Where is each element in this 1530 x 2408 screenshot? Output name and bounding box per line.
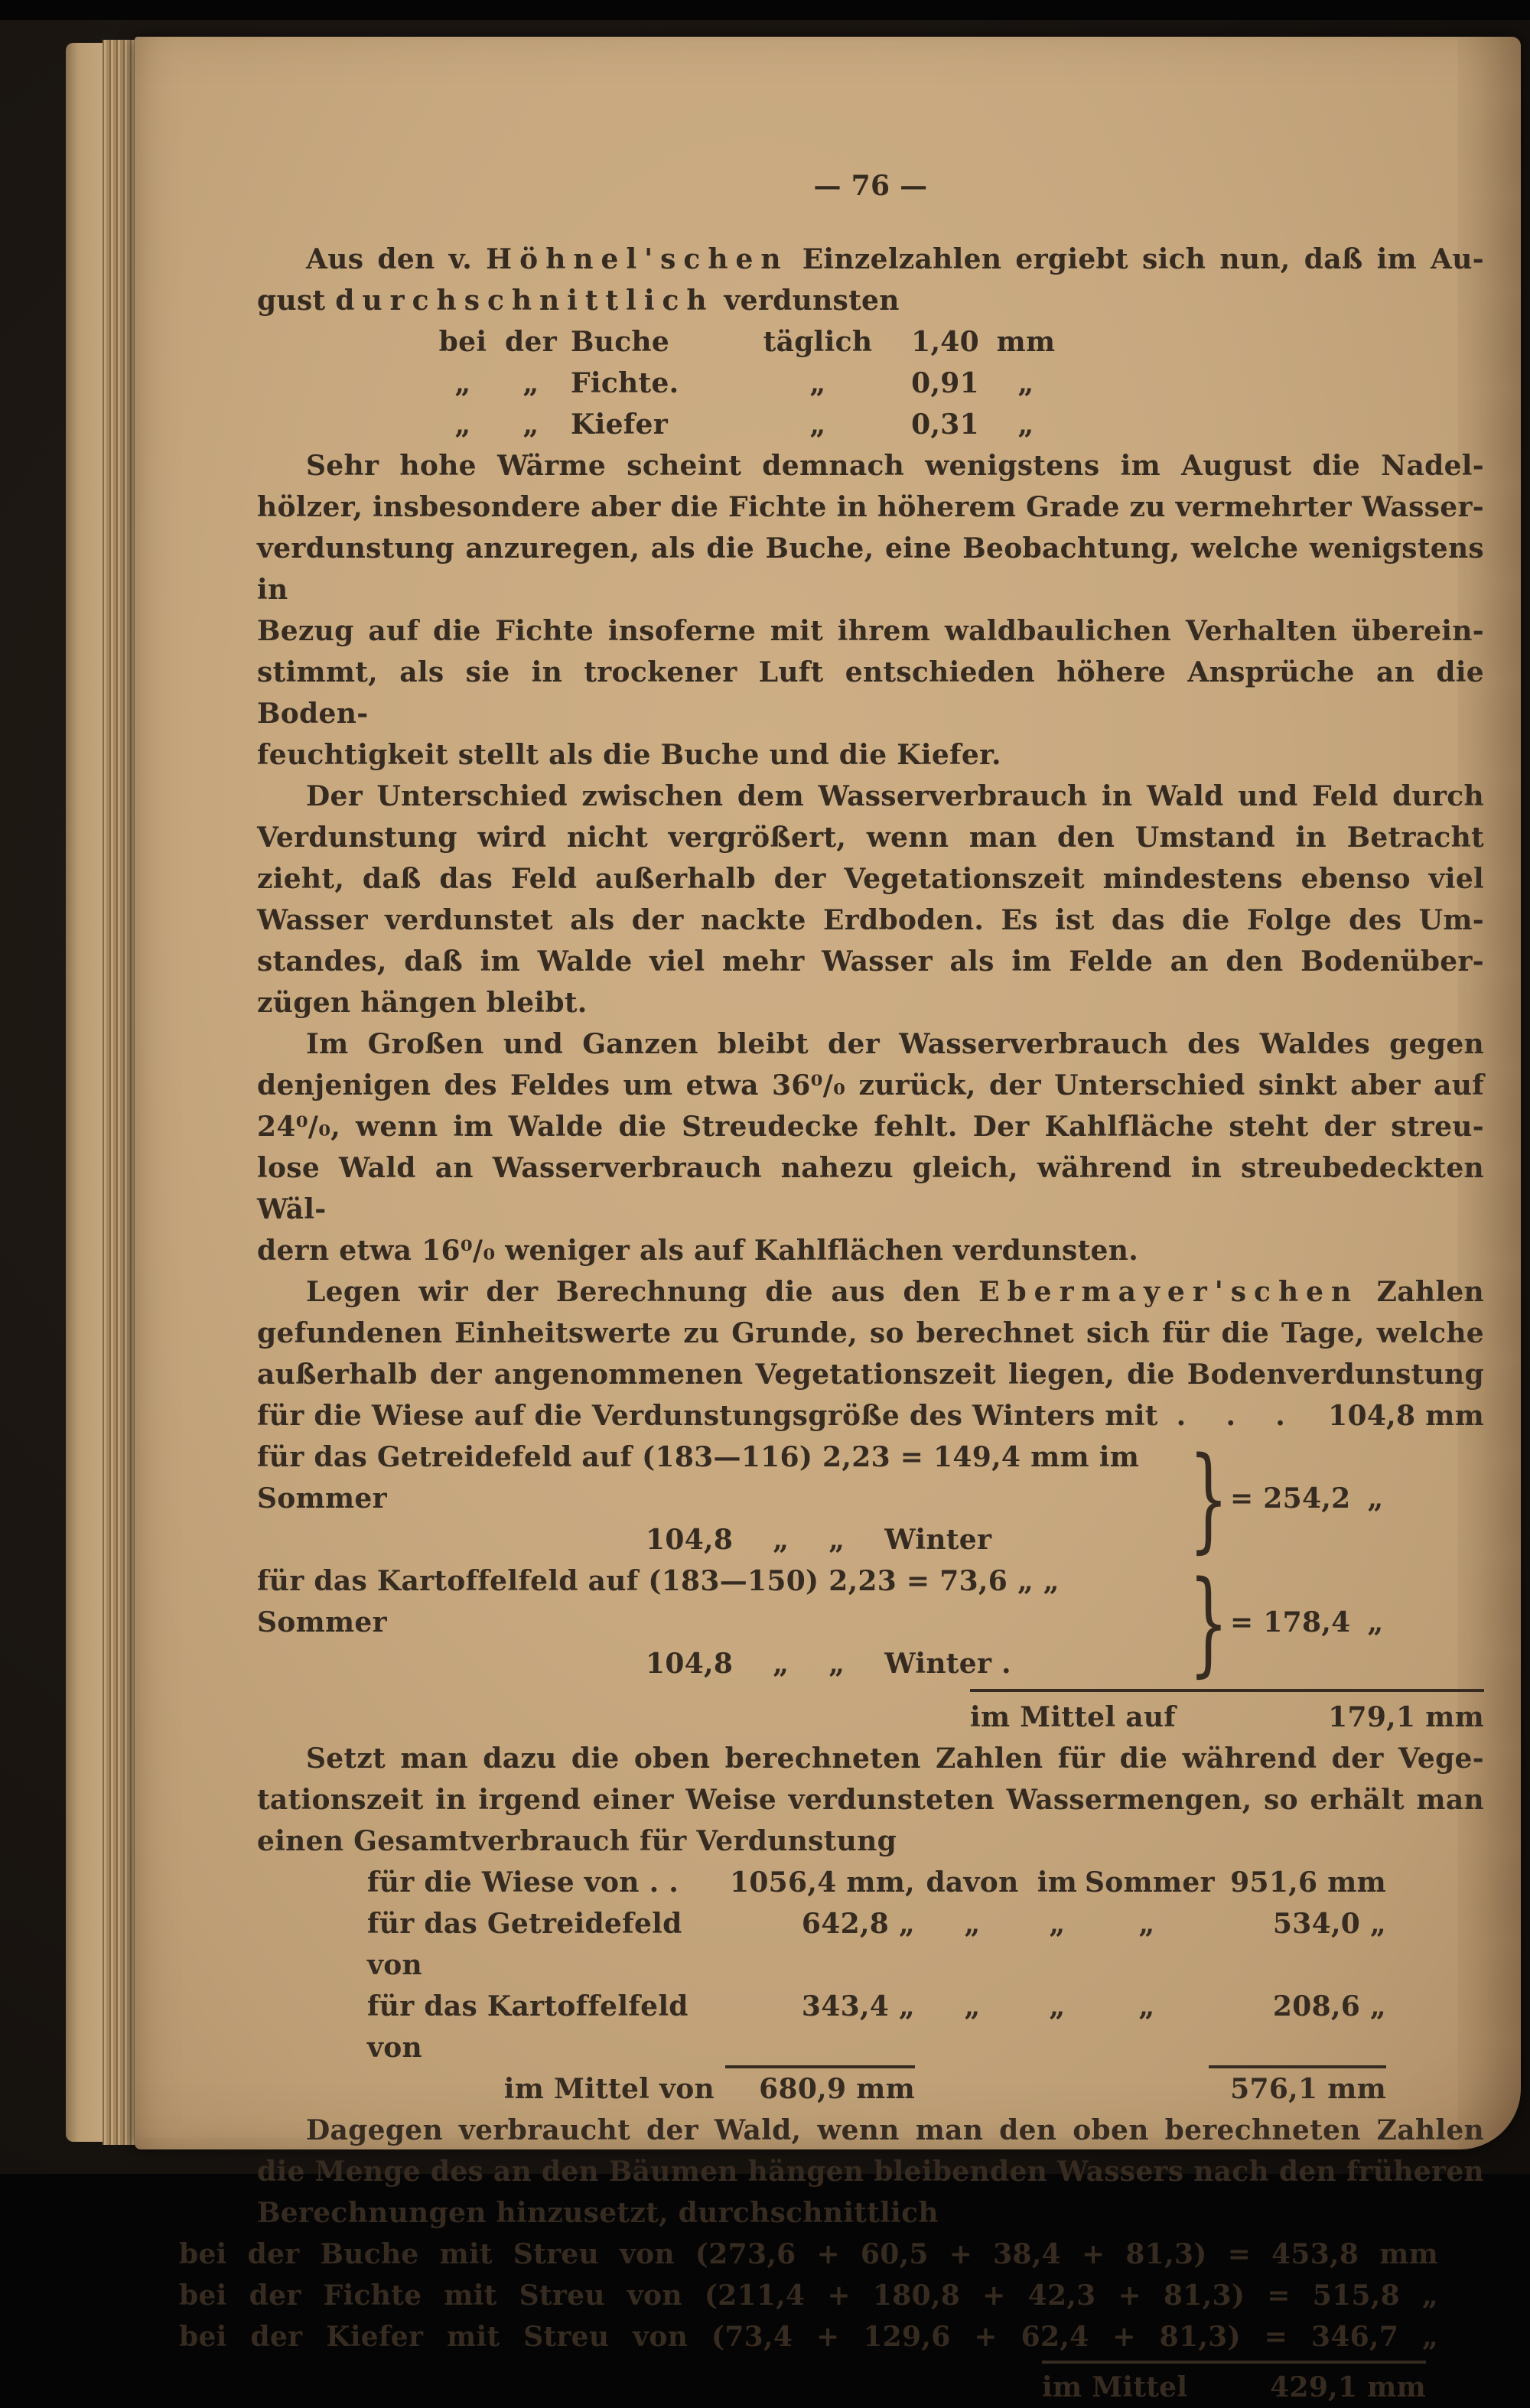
- paragraph-line: [257, 1271, 1484, 1313]
- total-label: im Mittel von: [503, 2073, 715, 2105]
- table-cell: „: [1017, 408, 1034, 441]
- ditto-mark: „: [964, 1990, 981, 2022]
- row-label: für die Wiese von . .: [367, 1866, 679, 1899]
- winter-calc-total: [970, 1689, 1484, 1738]
- paragraph-line: Verdunstung wird nicht vergrößert, wenn man den Umstand in Betracht: [257, 822, 1484, 854]
- brace: }: [1189, 1433, 1229, 1564]
- total-value: 429,1 mm: [1270, 2371, 1426, 2403]
- text-run: Aus den v.: [306, 243, 487, 275]
- calc-result: [1230, 1478, 1384, 1519]
- season-label: Winter .: [884, 1648, 1011, 1680]
- spaced-name-ebermayer: Ebermayer'schen: [978, 1276, 1359, 1308]
- calc-line-winter: [257, 1519, 1189, 1560]
- forest-calc-total: [1042, 2361, 1426, 2408]
- value: 104,8: [646, 1648, 734, 1680]
- paragraph-line: standes, daß im Walde viel mehr Wasser als im Felde an den Bodenüber-: [257, 945, 1484, 978]
- paragraph-line: Dagegen verbraucht der Wald, wenn man den oben berechneten Zahlen: [306, 2114, 1484, 2146]
- ditto-mark: „: [1367, 1606, 1384, 1638]
- paragraph-line: Der Unterschied zwischen dem Wasserverbrauch in Wald und Feld durch: [306, 780, 1484, 812]
- ditto-mark: „: [964, 1908, 981, 1940]
- paragraph-line: tationszeit in irgend einer Weise verdunsteten Wassermengen, so erhält man: [257, 1784, 1484, 1816]
- equation-kiefer: bei der Kiefer mit Streu von (73,4 + 129,6 + 62,4 + 81,3) = 346,7 „: [179, 2321, 1438, 2353]
- calc-row-getreidefeld: [257, 1433, 1484, 1564]
- brace: }: [1189, 1557, 1229, 1688]
- table-cell: „: [454, 367, 471, 399]
- calc-line: für das Kartoffelfeld auf (183—150) 2,23 = 73,6 „ „ Sommer: [257, 1565, 1060, 1638]
- spaced-name-hoehnel: Höhnel'schen: [486, 243, 789, 275]
- daily-evaporation-table: [430, 321, 1484, 445]
- page-edge-stack-striated: [103, 40, 135, 2145]
- paragraph-line: Sehr hohe Wärme scheint demnach wenigstens im August die Nadel-: [306, 450, 1484, 482]
- text-run: gust: [257, 285, 336, 317]
- paragraph-line: Berechnungen hinzusetzt, durchschnittlich: [257, 2197, 939, 2229]
- equation-fichte: bei der Fichte mit Streu von (211,4 + 180,8 + 42,3 + 81,3) = 515,8 „: [179, 2279, 1438, 2312]
- paragraph-line: Wasser verdunstet als der nackte Erdboden. Es ist das die Folge des Um-: [257, 904, 1484, 936]
- paragraph-line: [257, 280, 1484, 321]
- mean-summer-total: 576,1 mm: [1230, 2073, 1386, 2105]
- summer-value: 208,6 „: [1209, 1986, 1386, 2068]
- calc-row-kartoffelfeld: [257, 1557, 1484, 1688]
- table-cell: „: [522, 408, 539, 441]
- paragraph-line: dern etwa 16⁰/₀ weniger als auf Kahlflächen verdunsten.: [257, 1235, 1139, 1267]
- table-cell: „: [809, 367, 826, 399]
- paragraph-4: [257, 1023, 1484, 1271]
- paragraph-line: Im Großen und Ganzen bleibt der Wasserverbrauch des Waldes gegen: [306, 1028, 1484, 1060]
- value: 104,8: [646, 1524, 734, 1556]
- paragraph-line: einen Gesamtverbrauch für Verdunstung: [257, 1825, 897, 1857]
- ditto-mark: „: [773, 1524, 789, 1556]
- wiese-winter-value: 104,8 mm: [1328, 1400, 1484, 1432]
- table-cell: bei: [438, 326, 487, 358]
- ditto-mark: „: [1138, 1908, 1155, 1940]
- text-run: Einzelzahlen ergiebt sich nun, daß im Au-: [788, 243, 1484, 275]
- paragraph-3: [257, 776, 1484, 1023]
- ditto-mark: „: [828, 1524, 845, 1556]
- paragraph-7: [257, 2110, 1484, 2234]
- forest-calculation: [179, 2234, 1438, 2408]
- result-value: = 254,2: [1230, 1482, 1351, 1515]
- ditto-mark: „: [828, 1648, 845, 1680]
- dot-leader: . . .: [1176, 1400, 1286, 1432]
- total-label: im Mittel: [1042, 2371, 1188, 2403]
- spaced-word-durchschnittlich: durchschnittlich: [335, 285, 715, 317]
- calc-line-winter: [257, 1643, 1189, 1684]
- paragraph-line: lose Wald an Wasserverbrauch nahezu gleich, während in streubedeckten Wäl-: [257, 1152, 1484, 1225]
- table-cell: Kiefer: [571, 408, 669, 441]
- paragraph-line: 24⁰/₀, wenn im Walde die Streudecke fehlt. Der Kahlfläche steht der streu-: [257, 1111, 1484, 1143]
- table-cell: „: [454, 408, 471, 441]
- table-cell: täglich: [763, 326, 873, 358]
- text-run: verdunsten: [714, 285, 900, 317]
- table-cell: Fichte.: [571, 367, 679, 399]
- ditto-mark: „: [1049, 1990, 1066, 2022]
- table-cell: „: [1017, 367, 1034, 399]
- paragraph-line: hölzer, insbesondere aber die Fichte in höherem Grade zu vermehrter Wasser-: [257, 491, 1484, 523]
- paragraph-line: verdunstung anzuregen, als die Buche, eine Beobachtung, welche wenigstens in: [257, 532, 1484, 606]
- paragraph-5: [257, 1271, 1484, 1437]
- result-value: = 178,4: [1230, 1606, 1351, 1638]
- row-label: für das Kartoffelfeld von: [367, 1990, 688, 2064]
- paragraph-1: [257, 239, 1484, 321]
- paragraph-line: Bezug auf die Fichte insoferne mit ihrem waldbaulichen Verhalten überein-: [257, 615, 1484, 647]
- wiese-line-text: für die Wiese auf die Verdunstungsgröße des Winters mit: [257, 1400, 1158, 1432]
- ditto-mark: „: [773, 1648, 789, 1680]
- paragraph-2: [257, 445, 1484, 776]
- paragraph-line: stimmt, als sie in trockener Luft entschieden höhere Ansprüche an die Boden-: [257, 656, 1484, 730]
- paragraph-line: gefundenen Einheitswerte zu Grunde, so berechnet sich für die Tage, welche: [257, 1317, 1484, 1349]
- paragraph-line: feuchtigkeit stellt als die Buche und die Kiefer.: [257, 739, 1001, 771]
- total-value: 179,1 mm: [1328, 1701, 1484, 1733]
- table-cell: der: [505, 326, 557, 358]
- season-label: Winter: [884, 1524, 992, 1556]
- text-run: Legen wir der Berechnung die aus den: [306, 1276, 979, 1308]
- calc-line: für das Getreidefeld auf (183—116) 2,23 = 149,4 mm im Sommer: [257, 1441, 1140, 1515]
- paragraph-line: Setzt man dazu die oben berechneten Zahlen für die während der Vege-: [306, 1743, 1484, 1775]
- paragraph-6: [257, 1738, 1484, 1862]
- paragraph-line: denjenigen des Feldes um etwa 36⁰/₀ zurück, der Unterschied sinkt aber auf: [257, 1069, 1484, 1101]
- ditto-mark: „: [1049, 1908, 1066, 1940]
- table-cell: 1,40: [911, 326, 979, 358]
- table-cell: 0,31: [911, 408, 979, 441]
- total-per-year: 1056,4 mm,: [729, 1866, 915, 1899]
- ditto-mark: „: [1138, 1990, 1155, 2022]
- paragraph-line: zügen hängen bleibt.: [257, 987, 588, 1019]
- paragraph-line: zieht, daß das Feld außerhalb der Vegetationszeit mindestens ebenso viel: [257, 863, 1484, 895]
- table-cell: Buche: [571, 326, 670, 358]
- table-cell: „: [522, 367, 539, 399]
- mid-word: davon: [926, 1866, 1019, 1899]
- total-per-year: 343,4 „: [725, 1986, 915, 2068]
- text-run: Zahlen: [1359, 1276, 1485, 1308]
- equation-buche: bei der Buche mit Streu von (273,6 + 60,5 + 38,4 + 81,3) = 453,8 mm: [179, 2238, 1438, 2270]
- paragraph-line: [257, 239, 1484, 280]
- mean-total: 680,9 mm: [759, 2073, 915, 2105]
- table-cell: „: [809, 408, 826, 441]
- page-content: [179, 165, 1485, 2408]
- table-cell: 0,91: [911, 367, 979, 399]
- wiese-winter-line: [257, 1395, 1484, 1437]
- table-cell: mm: [996, 326, 1056, 358]
- total-label: im Mittel auf: [970, 1701, 1177, 1733]
- consumption-table: [367, 1862, 1484, 2110]
- paragraph-line: die Menge des an den Bäumen hängen bleibenden Wassers nach den früheren: [257, 2156, 1484, 2188]
- page-edge-stack: [66, 43, 103, 2142]
- summer-value: 534,0 „: [1272, 1908, 1386, 1940]
- row-label: für das Getreidefeld von: [367, 1908, 682, 1981]
- calc-result: [1230, 1602, 1384, 1643]
- paragraph-line: außerhalb der angenommenen Vegetationszeit liegen, die Bodenverdunstung: [257, 1359, 1484, 1391]
- book-page: [135, 37, 1521, 2403]
- ditto-mark: „: [1367, 1482, 1384, 1515]
- mid-word: im: [1037, 1866, 1078, 1899]
- mid-word: Sommer: [1085, 1866, 1215, 1899]
- page-number: — 76 —: [813, 170, 928, 202]
- total-per-year: 642,8 „: [801, 1908, 915, 1940]
- summer-value: 951,6 mm: [1230, 1866, 1386, 1899]
- winter-calculation: [257, 1433, 1484, 1738]
